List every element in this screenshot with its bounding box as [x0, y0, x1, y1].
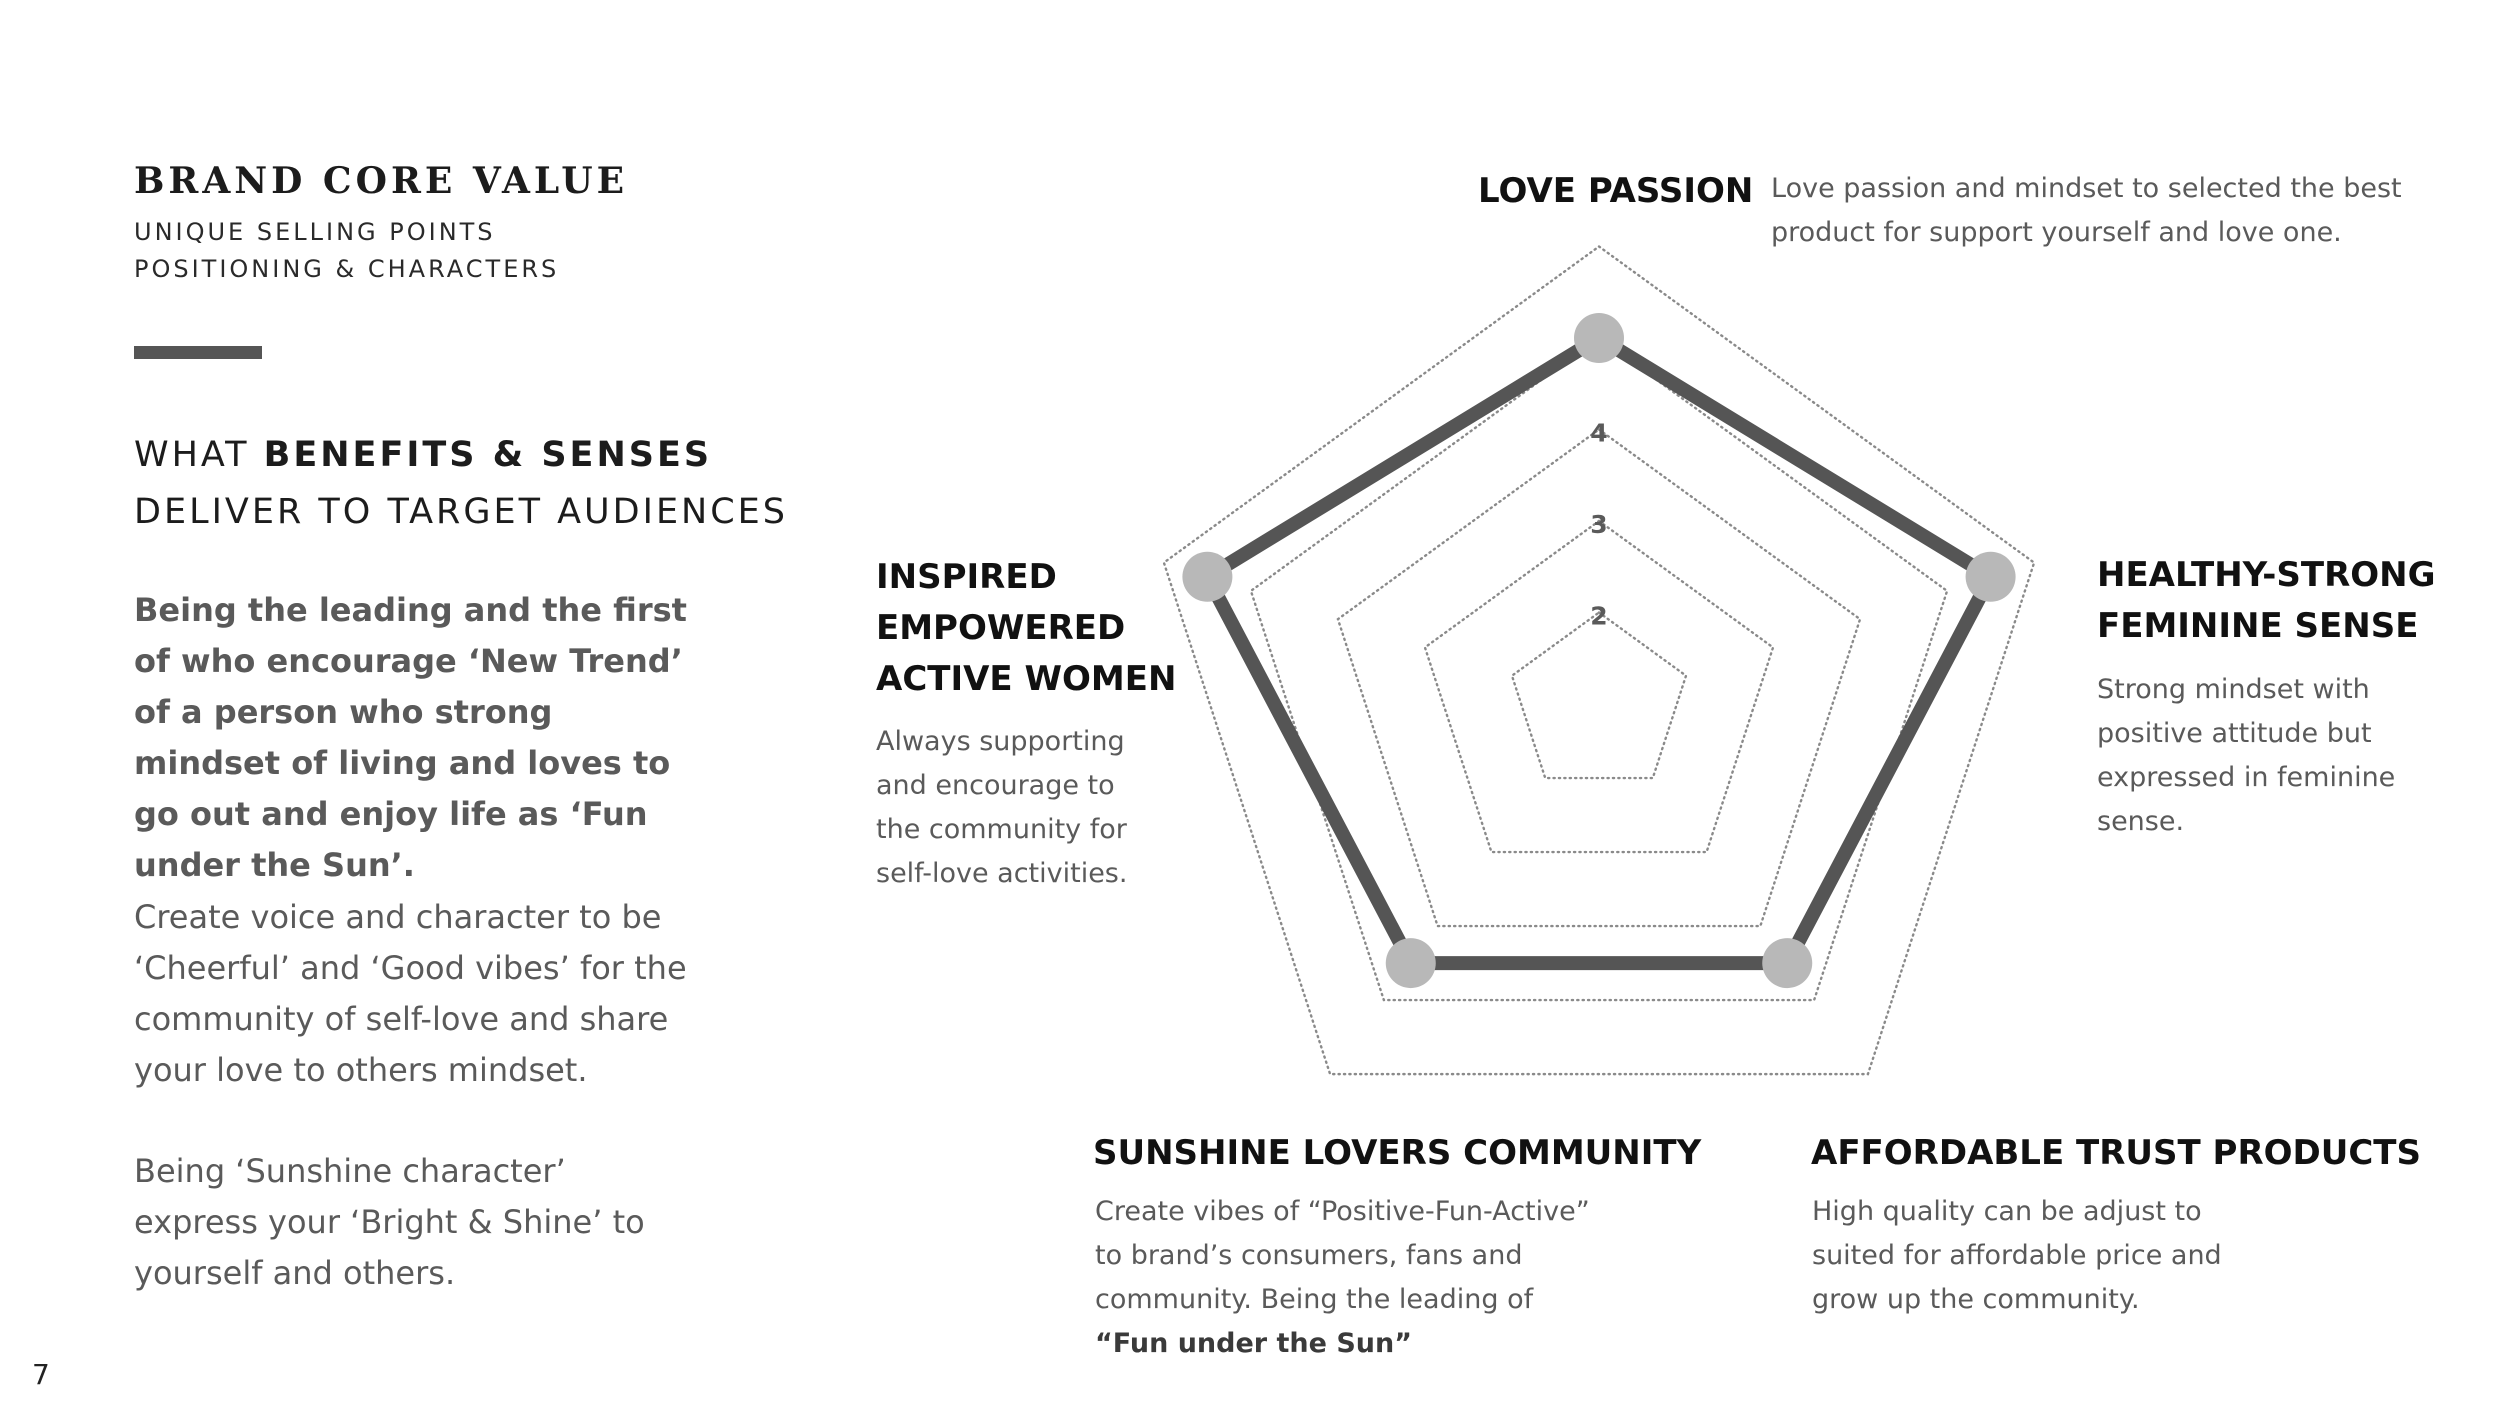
intro-heading-bold: BENEFITS & SENSES [263, 435, 713, 475]
axis-title-healthy-strong-1: HEALTHY-STRONG [2097, 555, 2436, 595]
grid-ring-4 [1338, 430, 1860, 927]
radar-grid [1164, 247, 2034, 1075]
fun-under-the-sun: “Fun under the Sun” [1095, 1328, 1412, 1359]
grid-ring-3 [1425, 521, 1773, 852]
axis-label-healthy-strong [2097, 550, 2436, 652]
tick-label-4: 4 [1590, 418, 1608, 448]
tick-label-3: 3 [1590, 510, 1608, 539]
grid-ring-2 [1512, 613, 1686, 779]
data-point-healthy-strong-feminine-sense [1966, 552, 2016, 602]
axis-desc-affordable: High quality can be adjust to suited for affordable price and grow up the community. [1812, 1196, 2222, 1315]
data-point-inspired-empowered-active-women [1182, 552, 1232, 602]
axis-title-inspired-1: INSPIRED [876, 557, 1057, 597]
axis-desc-healthy-strong: Strong mindset with positive attitude but expressed in feminine sense. [2097, 674, 2396, 837]
radar-tick-labels [1590, 327, 1607, 631]
axis-desc-sunshine: Create vibes of “Positive-Fun-Active” to brand’s consumers, fans and community. Being the leading of [1095, 1196, 1590, 1315]
grid-ring-6 [1164, 247, 2034, 1075]
axis-desc-love-passion: Love passion and mindset to selected the best product for support yourself and love one. [1771, 173, 2402, 248]
data-point-sunshine-lovers-community [1386, 938, 1436, 988]
tick-label-2: 2 [1590, 601, 1608, 631]
page-number: 7 [32, 1358, 50, 1391]
axis-title-inspired-2: EMPOWERED [876, 608, 1126, 648]
data-point-affordable-trust-products [1762, 938, 1812, 988]
brand-subtitle-usp: UNIQUE SELLING POINTS [134, 218, 496, 246]
axis-title-affordable: AFFORDABLE TRUST PRODUCTS [1811, 1133, 2421, 1173]
axis-title-sunshine: SUNSHINE LOVERS COMMUNITY [1093, 1133, 1702, 1173]
axis-desc-sunshine-block [1095, 1190, 1615, 1366]
axis-title-love-passion: LOVE PASSION [1478, 171, 1754, 211]
axis-title-healthy-strong-2: FEMININE SENSE [2097, 606, 2419, 646]
data-point-love-passion [1574, 313, 1624, 363]
intro-bold-paragraph: Being the leading and the first of who encourage ‘New Trend’ of a person who strong mindset of living and loves to go out and enjoy life as ‘Fun under the Sun’. [134, 591, 687, 884]
intro-heading-prefix: WHAT [134, 435, 264, 475]
intro-paragraph-cheerful: Create voice and character to be ‘Cheerful’ and ‘Good vibes’ for the community of self-love and share your love to others mindset. [134, 898, 687, 1089]
brand-title: BRAND CORE VALUE [134, 160, 629, 202]
intro-paragraph-sunshine: Being ‘Sunshine character’ express your ‘Bright & Shine’ to yourself and others. [134, 1152, 645, 1292]
axis-title-inspired-3: ACTIVE WOMEN [876, 659, 1177, 699]
axis-desc-sunshine-bold [1095, 1322, 1615, 1366]
intro-heading-line-2: DELIVER TO TARGET AUDIENCES [134, 492, 789, 532]
axis-desc-inspired: Always supporting and encourage to the community for self-love activities. [876, 726, 1128, 889]
radar-series [1182, 313, 2015, 988]
brand-subtitle-positioning: POSITIONING & CHARACTERS [134, 255, 560, 283]
axis-label-inspired [876, 552, 1176, 705]
